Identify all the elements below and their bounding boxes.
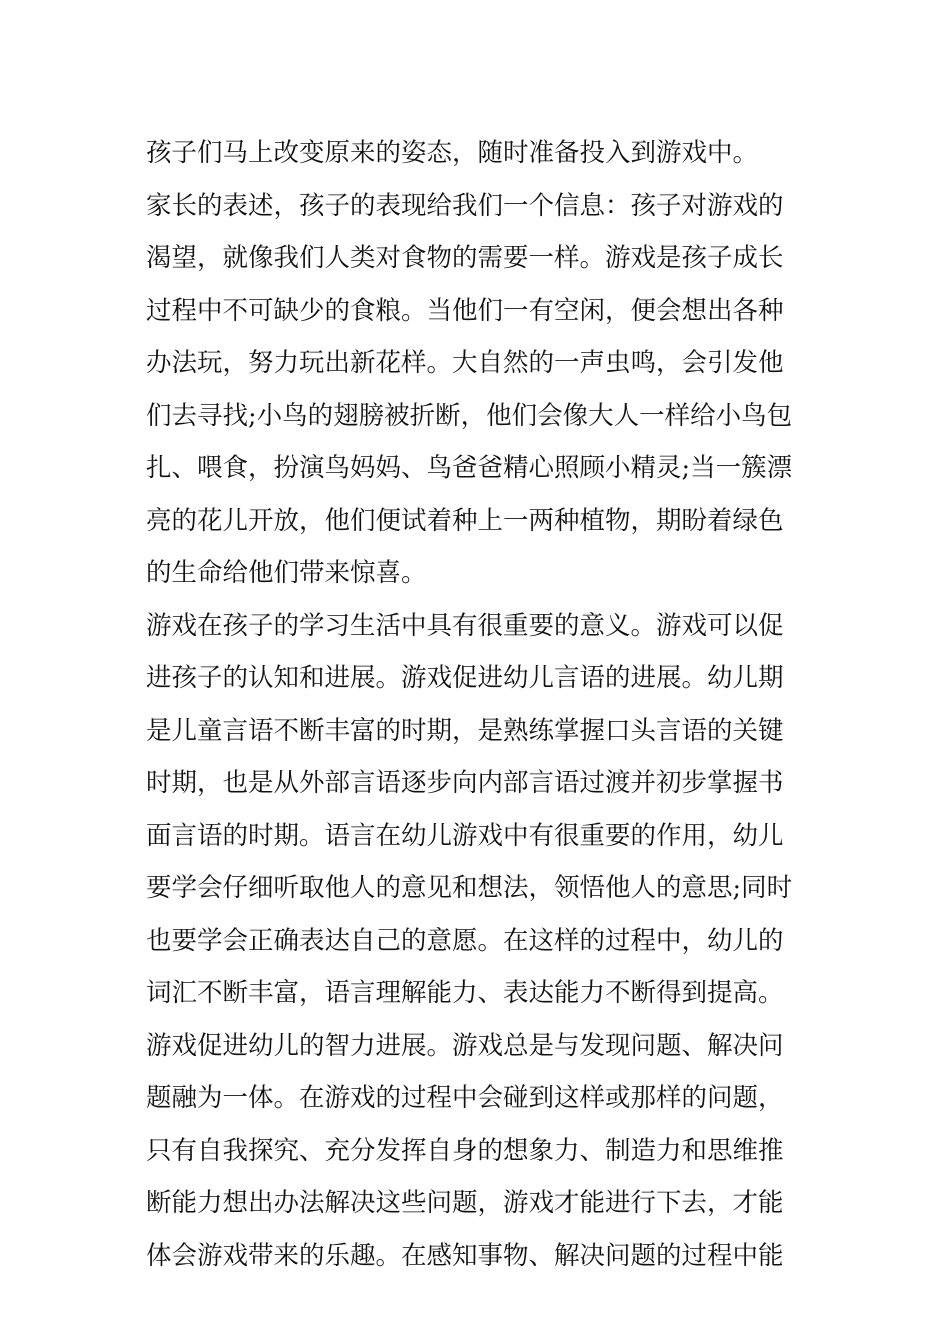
text-line: 家长的表述，孩子的表现给我们一个信息：孩子对游戏的 <box>146 190 784 221</box>
text-line: 过程中不可缺少的食粮。当他们一有空闲，便会想出各种 <box>146 295 784 326</box>
body-text <box>146 127 814 1282</box>
text-line: 要学会仔细听取他人的意见和想法，领悟他人的意思;同时 <box>146 873 793 903</box>
text-line: 的生命给他们带来惊喜。 <box>146 558 427 588</box>
text-line: 孩子们马上改变原来的姿态，随时准备投入到游戏中。 <box>146 138 759 168</box>
text-line: 渴望，就像我们人类对食物的需要一样。游戏是孩子成长 <box>146 243 784 273</box>
text-line: 只有自我探究、充分发挥自身的想象力、制造力和思维推 <box>146 1135 784 1166</box>
text-line: 词汇不断丰富，语言理解能力、表达能力不断得到提高。 <box>146 978 784 1008</box>
text-line: 时期，也是从外部言语逐步向内部言语过渡并初步掌握书 <box>146 768 784 798</box>
text-line: 扎、喂食，扮演鸟妈妈、鸟爸爸精心照顾小精灵;当一簇漂 <box>146 453 793 483</box>
text-line: 体会游戏带来的乐趣。在感知事物、解决问题的过程中能 <box>146 1240 784 1271</box>
text-line: 进孩子的认知和进展。游戏促进幼儿言语的进展。幼儿期 <box>146 663 784 693</box>
text-line: 面言语的时期。语言在幼儿游戏中有很重要的作用，幼儿 <box>146 820 784 851</box>
text-line: 也要学会正确表达自己的意愿。在这样的过程中，幼儿的 <box>146 925 784 956</box>
text-line: 游戏在孩子的学习生活中具有很重要的意义。游戏可以促 <box>146 610 784 641</box>
text-line: 题融为一体。在游戏的过程中会碰到这样或那样的问题， <box>146 1083 784 1113</box>
text-line: 们去寻找;小鸟的翅膀被折断，他们会像大人一样给小鸟包 <box>146 400 793 431</box>
text-line: 是儿童言语不断丰富的时期，是熟练掌握口头言语的关键 <box>146 715 784 746</box>
text-line: 亮的花儿开放，他们便试着种上一两种植物，期盼着绿色 <box>146 505 784 536</box>
text-line: 办法玩，努力玩出新花样。大自然的一声虫鸣，会引发他 <box>146 348 784 378</box>
text-line: 断能力想出办法解决这些问题，游戏才能进行下去，才能 <box>146 1188 784 1218</box>
text-line: 游戏促进幼儿的智力进展。游戏总是与发现问题、解决问 <box>146 1030 784 1061</box>
